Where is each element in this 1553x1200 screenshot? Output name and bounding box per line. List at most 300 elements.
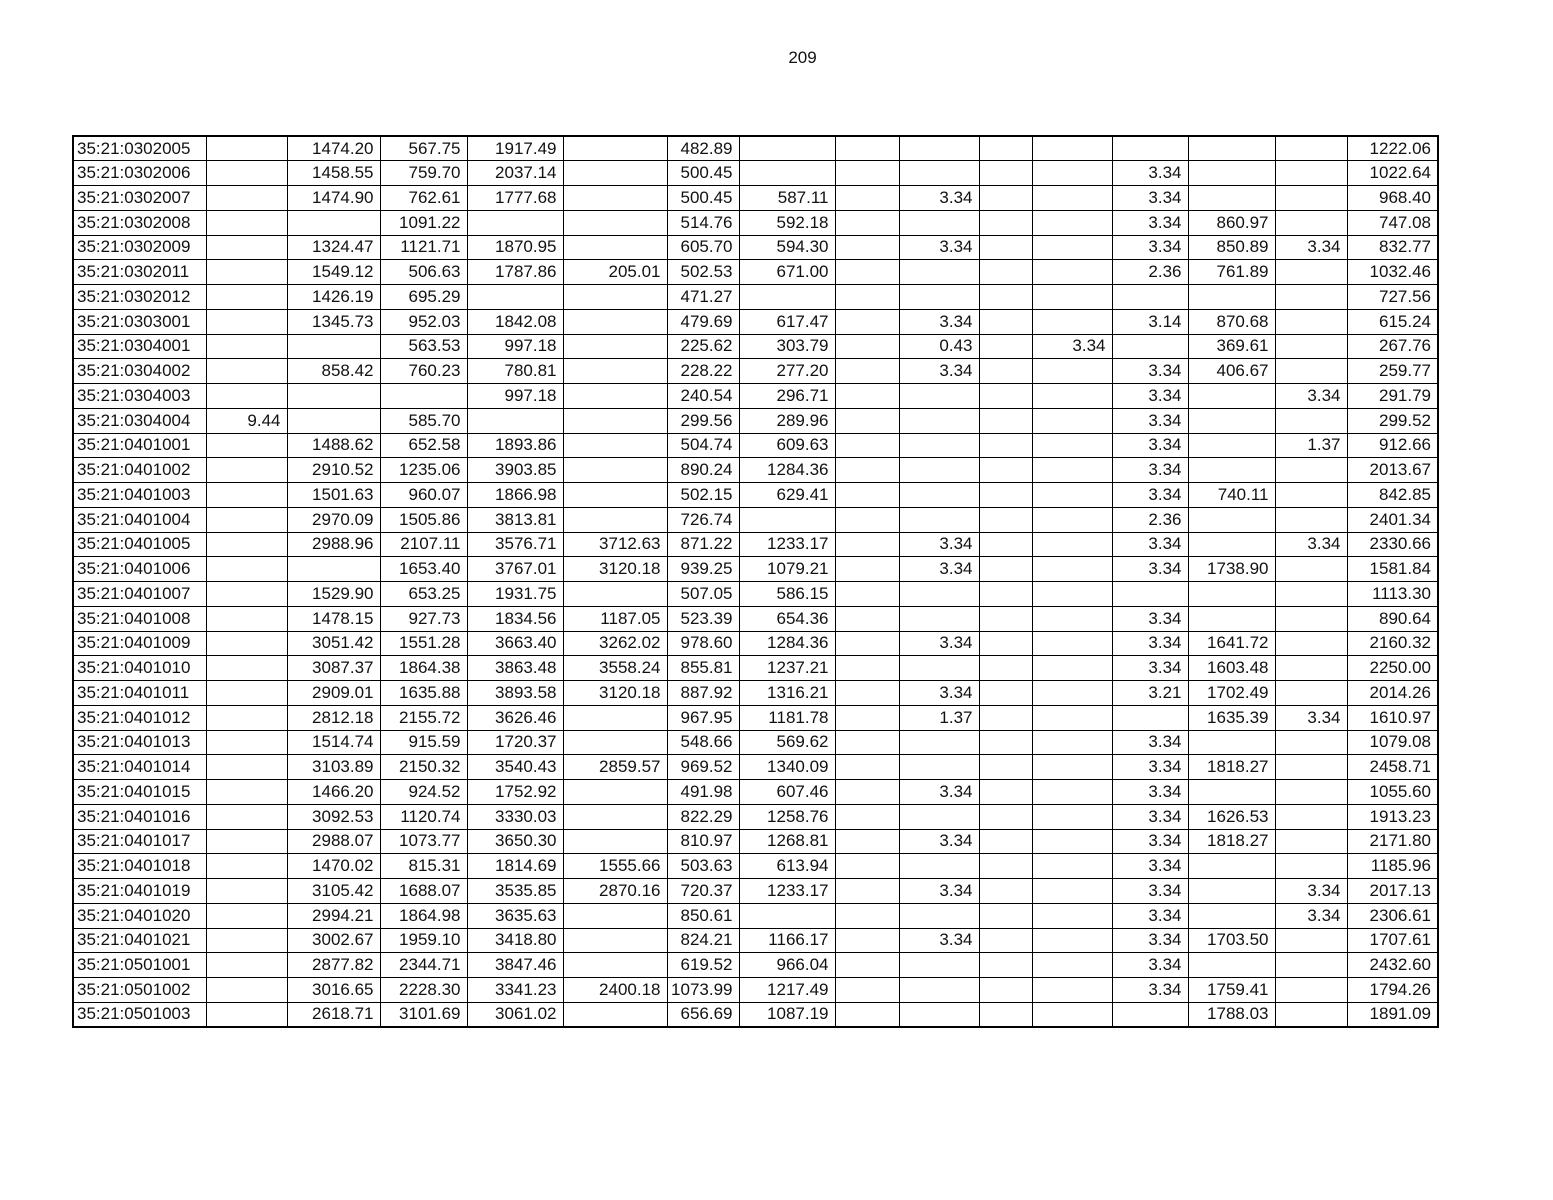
table-cell: 1893.86 [467, 433, 563, 458]
table-cell [1275, 285, 1347, 310]
table-cell: 653.25 [380, 582, 467, 607]
table-cell: 2155.72 [380, 705, 467, 730]
parcel-id-cell: 35:21:0401017 [73, 829, 206, 854]
table-cell [899, 433, 979, 458]
table-cell: 1641.72 [1188, 631, 1275, 656]
table-row [73, 507, 1438, 532]
table-cell [1275, 359, 1347, 384]
table-cell: 960.07 [380, 483, 467, 508]
parcel-id-cell: 35:21:0501003 [73, 1002, 206, 1027]
table-cell [1188, 458, 1275, 483]
table-cell [1188, 780, 1275, 805]
table-cell: 3.34 [1112, 384, 1188, 409]
table-cell [1188, 730, 1275, 755]
table-cell: 1324.47 [287, 235, 380, 260]
table-cell [979, 285, 1032, 310]
table-row [73, 458, 1438, 483]
table-cell: 2458.71 [1347, 755, 1438, 780]
table-cell: 1603.48 [1188, 656, 1275, 681]
table-cell: 1555.66 [563, 854, 667, 879]
table-body [73, 136, 1438, 1027]
table-cell: 1794.26 [1347, 978, 1438, 1003]
table-cell: 3.34 [1112, 210, 1188, 235]
table-cell [979, 334, 1032, 359]
table-cell [979, 606, 1032, 631]
table-cell [1275, 507, 1347, 532]
table-cell [979, 136, 1032, 161]
parcel-id-cell: 35:21:0302005 [73, 136, 206, 161]
table-cell: 997.18 [467, 334, 563, 359]
table-cell: 1258.76 [739, 804, 835, 829]
table-row [73, 755, 1438, 780]
table-cell: 500.45 [667, 161, 739, 186]
table-cell [563, 359, 667, 384]
table-cell: 858.42 [287, 359, 380, 384]
table-cell: 1166.17 [739, 928, 835, 953]
table-cell [563, 384, 667, 409]
table-cell [979, 928, 1032, 953]
table-cell: 613.94 [739, 854, 835, 879]
table-cell: 3.34 [899, 532, 979, 557]
table-cell [979, 681, 1032, 706]
table-row [73, 309, 1438, 334]
table-row [73, 285, 1438, 310]
table-cell [835, 829, 899, 854]
table-cell: 259.77 [1347, 359, 1438, 384]
table-row [73, 483, 1438, 508]
table-cell [206, 136, 287, 161]
table-cell [979, 953, 1032, 978]
table-cell [1032, 483, 1112, 508]
table-cell [1275, 631, 1347, 656]
table-cell [206, 780, 287, 805]
table-cell: 3.21 [1112, 681, 1188, 706]
table-cell: 1268.81 [739, 829, 835, 854]
table-cell [979, 235, 1032, 260]
table-cell: 3120.18 [563, 681, 667, 706]
table-cell: 1426.19 [287, 285, 380, 310]
table-cell [206, 210, 287, 235]
table-cell: 1181.78 [739, 705, 835, 730]
table-cell: 1316.21 [739, 681, 835, 706]
table-cell [563, 829, 667, 854]
table-cell: 605.70 [667, 235, 739, 260]
parcel-id-cell: 35:21:0302012 [73, 285, 206, 310]
table-cell [563, 433, 667, 458]
table-cell [1275, 656, 1347, 681]
table-row [73, 433, 1438, 458]
table-cell [1032, 309, 1112, 334]
table-cell: 1474.90 [287, 186, 380, 211]
table-cell: 1488.62 [287, 433, 380, 458]
table-cell [979, 359, 1032, 384]
table-cell [206, 483, 287, 508]
table-cell: 759.70 [380, 161, 467, 186]
table-cell [1032, 606, 1112, 631]
table-cell: 523.39 [667, 606, 739, 631]
table-cell [835, 334, 899, 359]
table-cell: 1478.15 [287, 606, 380, 631]
table-cell [563, 903, 667, 928]
parcel-id-cell: 35:21:0401005 [73, 532, 206, 557]
table-cell: 3103.89 [287, 755, 380, 780]
table-cell: 850.89 [1188, 235, 1275, 260]
table-cell [1188, 285, 1275, 310]
table-cell: 1707.61 [1347, 928, 1438, 953]
table-cell [1032, 1002, 1112, 1027]
table-cell [563, 136, 667, 161]
table-cell [206, 705, 287, 730]
table-cell [1275, 136, 1347, 161]
table-cell [979, 507, 1032, 532]
table-row [73, 161, 1438, 186]
table-cell [1032, 953, 1112, 978]
table-cell [1032, 359, 1112, 384]
table-cell [835, 854, 899, 879]
table-cell [1275, 804, 1347, 829]
table-cell [1188, 186, 1275, 211]
table-cell: 2037.14 [467, 161, 563, 186]
table-cell: 1688.07 [380, 879, 467, 904]
table-cell [979, 557, 1032, 582]
table-cell [979, 1002, 1032, 1027]
table-cell: 3.34 [899, 309, 979, 334]
table-cell: 1635.88 [380, 681, 467, 706]
table-cell [563, 730, 667, 755]
table-cell: 978.60 [667, 631, 739, 656]
table-cell [979, 854, 1032, 879]
table-cell: 832.77 [1347, 235, 1438, 260]
table-cell: 3.34 [1112, 631, 1188, 656]
table-cell: 2013.67 [1347, 458, 1438, 483]
table-cell: 592.18 [739, 210, 835, 235]
table-cell: 1529.90 [287, 582, 380, 607]
data-table [72, 135, 1439, 1028]
table-cell: 2910.52 [287, 458, 380, 483]
table-cell: 842.85 [1347, 483, 1438, 508]
table-cell: 720.37 [667, 879, 739, 904]
table-cell: 3.34 [1112, 953, 1188, 978]
table-cell [206, 235, 287, 260]
table-row [73, 631, 1438, 656]
parcel-id-cell: 35:21:0401016 [73, 804, 206, 829]
table-cell: 870.68 [1188, 309, 1275, 334]
table-cell: 761.89 [1188, 260, 1275, 285]
table-cell [1032, 978, 1112, 1003]
table-cell: 3.34 [1275, 903, 1347, 928]
table-cell: 860.97 [1188, 210, 1275, 235]
table-cell [206, 656, 287, 681]
table-cell: 1866.98 [467, 483, 563, 508]
table-cell [563, 186, 667, 211]
table-cell: 2160.32 [1347, 631, 1438, 656]
table-cell: 1551.28 [380, 631, 467, 656]
table-cell [206, 532, 287, 557]
table-cell [206, 260, 287, 285]
table-row [73, 953, 1438, 978]
table-cell: 1079.21 [739, 557, 835, 582]
table-cell: 406.67 [1188, 359, 1275, 384]
parcel-id-cell: 35:21:0401002 [73, 458, 206, 483]
table-cell [1032, 557, 1112, 582]
parcel-id-cell: 35:21:0501001 [73, 953, 206, 978]
table-cell: 289.96 [739, 408, 835, 433]
table-cell [979, 631, 1032, 656]
table-cell: 3650.30 [467, 829, 563, 854]
table-cell [467, 408, 563, 433]
table-cell [899, 161, 979, 186]
table-cell [739, 903, 835, 928]
table-cell [835, 260, 899, 285]
table-cell: 1073.77 [380, 829, 467, 854]
table-cell: 3.34 [1112, 730, 1188, 755]
table-cell [206, 359, 287, 384]
table-cell [1112, 285, 1188, 310]
table-cell: 2330.66 [1347, 532, 1438, 557]
table-cell [1032, 705, 1112, 730]
table-cell [835, 903, 899, 928]
table-cell [899, 582, 979, 607]
table-cell [979, 582, 1032, 607]
table-cell: 1458.55 [287, 161, 380, 186]
table-cell: 3120.18 [563, 557, 667, 582]
table-cell: 3.34 [1112, 854, 1188, 879]
table-cell [1188, 507, 1275, 532]
table-cell: 3.34 [1112, 780, 1188, 805]
table-cell [563, 309, 667, 334]
table-cell: 654.36 [739, 606, 835, 631]
table-cell: 205.01 [563, 260, 667, 285]
table-cell: 810.97 [667, 829, 739, 854]
table-cell: 615.24 [1347, 309, 1438, 334]
table-cell: 2401.34 [1347, 507, 1438, 532]
table-cell: 1814.69 [467, 854, 563, 879]
table-cell: 966.04 [739, 953, 835, 978]
table-cell: 726.74 [667, 507, 739, 532]
parcel-id-cell: 35:21:0401010 [73, 656, 206, 681]
table-cell: 2994.21 [287, 903, 380, 928]
table-cell [1032, 260, 1112, 285]
table-cell: 1891.09 [1347, 1002, 1438, 1027]
table-cell: 1235.06 [380, 458, 467, 483]
table-cell: 225.62 [667, 334, 739, 359]
parcel-id-cell: 35:21:0401001 [73, 433, 206, 458]
table-cell: 3051.42 [287, 631, 380, 656]
table-cell: 1120.74 [380, 804, 467, 829]
table-cell: 299.52 [1347, 408, 1438, 433]
table-cell [206, 433, 287, 458]
table-cell: 471.27 [667, 285, 739, 310]
table-cell: 3.34 [1112, 978, 1188, 1003]
table-row [73, 854, 1438, 879]
table-cell: 3767.01 [467, 557, 563, 582]
table-cell: 277.20 [739, 359, 835, 384]
table-cell: 3330.03 [467, 804, 563, 829]
table-cell [979, 210, 1032, 235]
table-cell [563, 928, 667, 953]
table-row [73, 705, 1438, 730]
table-cell: 824.21 [667, 928, 739, 953]
table-cell [835, 285, 899, 310]
table-cell [899, 384, 979, 409]
table-cell: 1.37 [899, 705, 979, 730]
table-cell: 1759.41 [1188, 978, 1275, 1003]
table-cell [979, 408, 1032, 433]
table-cell: 3418.80 [467, 928, 563, 953]
table-cell [835, 458, 899, 483]
table-cell [563, 285, 667, 310]
table-cell [1032, 186, 1112, 211]
table-cell [1188, 879, 1275, 904]
table-cell: 2988.07 [287, 829, 380, 854]
table-cell [1032, 631, 1112, 656]
table-cell [835, 507, 899, 532]
table-cell: 1087.19 [739, 1002, 835, 1027]
table-cell: 822.29 [667, 804, 739, 829]
table-cell [563, 483, 667, 508]
table-cell: 1752.92 [467, 780, 563, 805]
table-cell [206, 186, 287, 211]
table-cell: 3.34 [899, 235, 979, 260]
table-row [73, 186, 1438, 211]
table-row [73, 804, 1438, 829]
table-cell [835, 210, 899, 235]
table-cell: 3893.58 [467, 681, 563, 706]
table-cell [835, 606, 899, 631]
table-cell: 3002.67 [287, 928, 380, 953]
table-cell: 2988.96 [287, 532, 380, 557]
table-cell: 482.89 [667, 136, 739, 161]
table-cell: 1091.22 [380, 210, 467, 235]
table-cell: 567.75 [380, 136, 467, 161]
table-cell: 291.79 [1347, 384, 1438, 409]
table-cell [1032, 507, 1112, 532]
table-cell: 3.34 [899, 631, 979, 656]
parcel-id-cell: 35:21:0401011 [73, 681, 206, 706]
table-cell [1188, 384, 1275, 409]
table-cell: 1581.84 [1347, 557, 1438, 582]
table-cell: 3.34 [1112, 879, 1188, 904]
parcel-id-cell: 35:21:0401007 [73, 582, 206, 607]
table-cell: 1787.86 [467, 260, 563, 285]
table-cell: 3101.69 [380, 1002, 467, 1027]
table-cell: 671.00 [739, 260, 835, 285]
table-cell: 1187.05 [563, 606, 667, 631]
table-cell [835, 978, 899, 1003]
table-cell [1032, 532, 1112, 557]
table-cell [899, 854, 979, 879]
table-row [73, 532, 1438, 557]
table-cell: 1610.97 [1347, 705, 1438, 730]
table-cell: 2970.09 [287, 507, 380, 532]
table-row [73, 359, 1438, 384]
table-cell [1275, 928, 1347, 953]
table-cell [899, 903, 979, 928]
table-cell: 3535.85 [467, 879, 563, 904]
table-cell: 3.34 [1275, 384, 1347, 409]
table-cell: 500.45 [667, 186, 739, 211]
table-cell: 762.61 [380, 186, 467, 211]
table-cell [1032, 804, 1112, 829]
table-cell [1275, 458, 1347, 483]
table-cell [1188, 161, 1275, 186]
table-cell [835, 582, 899, 607]
table-cell [563, 1002, 667, 1027]
table-cell: 927.73 [380, 606, 467, 631]
table-cell [835, 235, 899, 260]
parcel-id-cell: 35:21:0304001 [73, 334, 206, 359]
table-cell [835, 1002, 899, 1027]
table-cell [835, 161, 899, 186]
table-cell: 1233.17 [739, 879, 835, 904]
table-cell: 3.34 [899, 359, 979, 384]
table-cell [1188, 953, 1275, 978]
table-cell: 652.58 [380, 433, 467, 458]
table-cell: 3.34 [899, 780, 979, 805]
table-cell: 2017.13 [1347, 879, 1438, 904]
table-cell [979, 309, 1032, 334]
table-cell: 2.36 [1112, 507, 1188, 532]
table-cell: 1738.90 [1188, 557, 1275, 582]
table-cell: 2400.18 [563, 978, 667, 1003]
table-cell: 1626.53 [1188, 804, 1275, 829]
table-cell: 855.81 [667, 656, 739, 681]
table-cell: 3.34 [1112, 458, 1188, 483]
table-cell [206, 582, 287, 607]
table-cell [1275, 780, 1347, 805]
table-row [73, 903, 1438, 928]
table-cell: 1818.27 [1188, 755, 1275, 780]
table-cell: 3.34 [1112, 557, 1188, 582]
table-cell [835, 359, 899, 384]
table-cell [1275, 854, 1347, 879]
table-cell [835, 730, 899, 755]
table-cell [979, 903, 1032, 928]
table-cell [206, 285, 287, 310]
table-cell: 9.44 [206, 408, 287, 433]
table-cell [1188, 532, 1275, 557]
table-cell: 1913.23 [1347, 804, 1438, 829]
table-row [73, 780, 1438, 805]
table-cell: 3712.63 [563, 532, 667, 557]
table-cell: 1777.68 [467, 186, 563, 211]
table-cell: 3.34 [1275, 235, 1347, 260]
table-cell: 3.34 [899, 681, 979, 706]
table-cell [979, 879, 1032, 904]
table-cell: 3.34 [1112, 804, 1188, 829]
table-cell: 890.24 [667, 458, 739, 483]
table-cell: 3813.81 [467, 507, 563, 532]
table-cell: 656.69 [667, 1002, 739, 1027]
table-cell [206, 829, 287, 854]
table-cell: 240.54 [667, 384, 739, 409]
table-cell: 3.34 [1112, 483, 1188, 508]
table-row [73, 730, 1438, 755]
table-cell: 587.11 [739, 186, 835, 211]
table-cell: 939.25 [667, 557, 739, 582]
table-cell: 1121.71 [380, 235, 467, 260]
table-cell: 2909.01 [287, 681, 380, 706]
table-cell [467, 285, 563, 310]
table-cell [1032, 136, 1112, 161]
table-cell: 1022.64 [1347, 161, 1438, 186]
table-cell [835, 928, 899, 953]
table-cell: 503.63 [667, 854, 739, 879]
table-cell: 1720.37 [467, 730, 563, 755]
table-cell [979, 186, 1032, 211]
table-cell: 3.34 [1275, 879, 1347, 904]
table-cell: 1466.20 [287, 780, 380, 805]
